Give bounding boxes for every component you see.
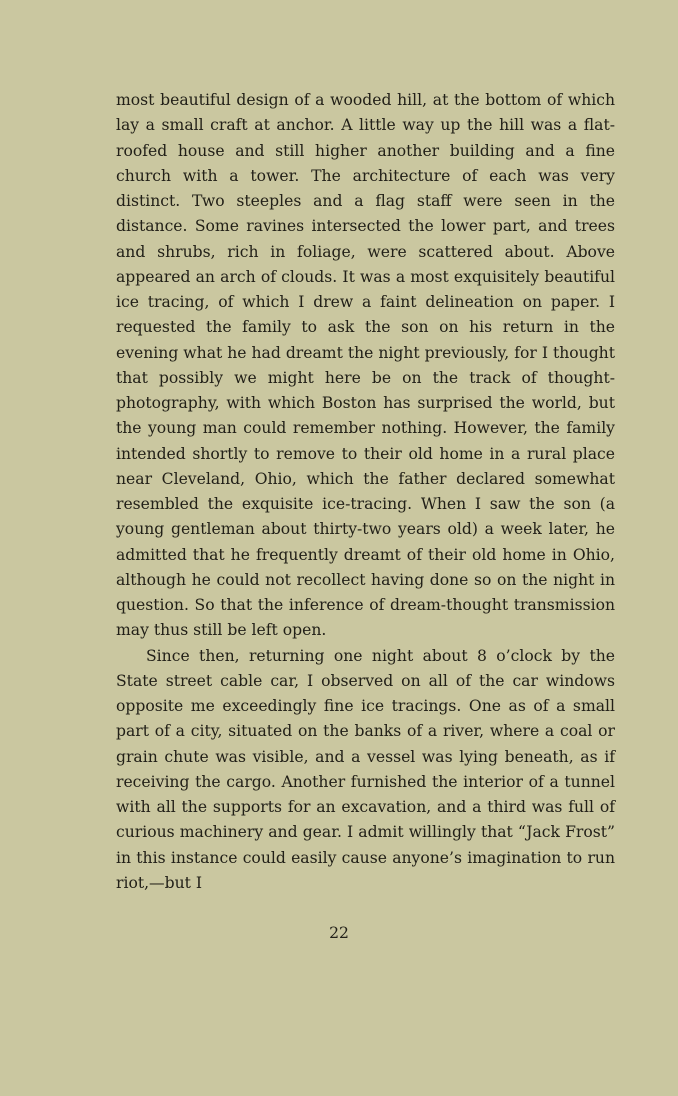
page-number: 22	[329, 924, 349, 942]
body-text	[116, 88, 615, 896]
paragraph-2: Since then, returning one night about 8 o’clock by the State street cable car, I observed on all of the car windows opposite me exceedingly fine ice tracings. One as of a small part of a city, situated on the banks of a river, where a coal or grain chute was visible, and a vessel was lying beneath, as if receiving the cargo. Another furnished the interior of a tunnel with all the supports for an excavation, and a third was full of curious machinery and gear. I admit willingly that “Jack Frost” in this instance could easily cause anyone’s imagination to run riot,—but I	[116, 646, 615, 892]
paragraph-1: most beautiful design of a wooded hill, at the bottom of which lay a small craft at anchor. A little way up the hill was a flat-roofed house and still higher another building and a fine church with a tower. The architecture of each was very distinct. Two steeples and a flag staff were seen in the distance. Some ravines intersected the lower part, and trees and shrubs, rich in foliage, were scattered about. Above appeared an arch of clouds. It was a most exquisitely beautiful ice tracing, of which I drew a faint delineation on paper. I requested the family to ask the son on his return in the evening what he had dreamt the night previously, for I thought that possibly we might here be on the track of thought-photography, with which Boston has surprised the world, but the young man could remember nothing. However, the family intended shortly to remove to their old home in a rural place near Cleveland, Ohio, which the father declared somewhat resembled the exquisite ice-tracing. When I saw the son (a young gentleman about thirty-two years old) a week later, he admitted that he frequently dreamt of their old home in Ohio, although he could not recollect having done so on the night in question. So that the inference of dream-thought transmission may thus still be left open.	[116, 91, 615, 640]
